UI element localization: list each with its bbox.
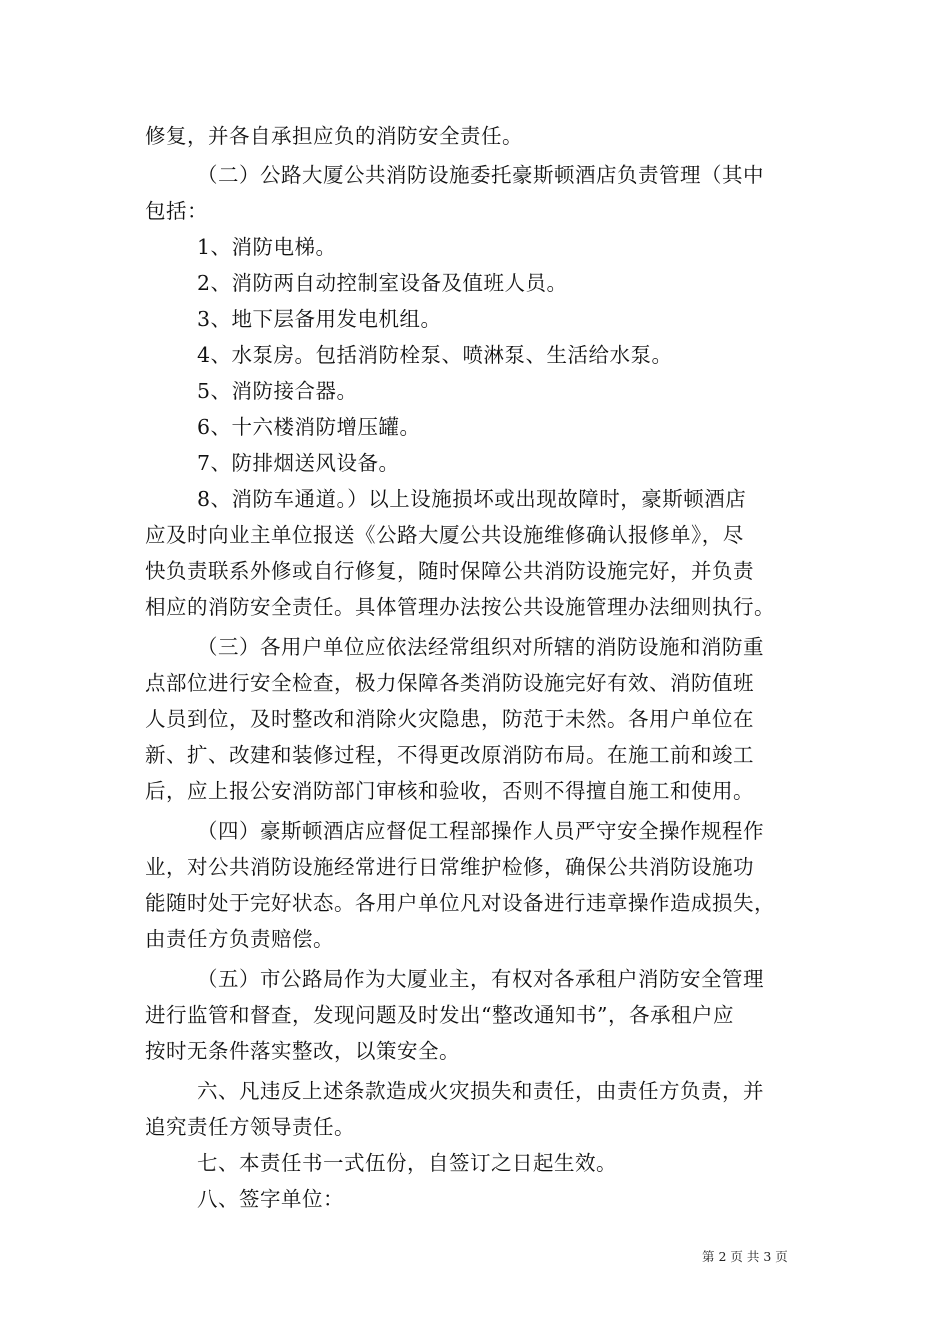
text-line: （五）市公路局作为大厦业主，有权对各承租户消防安全管理 xyxy=(197,967,764,991)
list-item: 2、消防两自动控制室设备及值班人员。 xyxy=(197,271,568,295)
text-line: 修复，并各自承担应负的消防安全责任。 xyxy=(145,124,523,148)
list-item: 6、十六楼消防增压罐。 xyxy=(197,415,421,439)
text-line: 八、签字单位： xyxy=(197,1187,344,1211)
text-line: 进行监管和督查，发现问题及时发出“整改通知书”，各承租户应 xyxy=(145,1003,734,1027)
text-line: 应及时向业主单位报送《公路大厦公共设施维修确认报修单》，尽 xyxy=(145,523,744,547)
list-item: 4、水泵房。包括消防栓泵、喷淋泵、生活给水泵。 xyxy=(197,343,673,367)
text-line: 人员到位，及时整改和消除火灾隐患，防范于未然。各用户单位在 xyxy=(145,707,754,731)
text-line: 能随时处于完好状态。各用户单位凡对设备进行违章操作造成损失， xyxy=(145,891,775,915)
list-item: 5、消防接合器。 xyxy=(197,379,358,403)
page-number: 第 2 页 共 3 页 xyxy=(702,1249,788,1264)
list-item: 3、地下层备用发电机组。 xyxy=(197,307,442,331)
text-line: 六、凡违反上述条款造成火灾损失和责任，由责任方负责，并 xyxy=(197,1079,764,1103)
text-line: 快负责联系外修或自行修复，随时保障公共消防设施完好，并负责 xyxy=(145,559,754,583)
text-line: 由责任方负责赔偿。 xyxy=(145,927,334,951)
text-line: 按时无条件落实整改，以策安全。 xyxy=(145,1039,460,1063)
text-line: 后，应上报公安消防部门审核和验收，否则不得擅自施工和使用。 xyxy=(145,779,754,803)
text-line: （四）豪斯顿酒店应督促工程部操作人员严守安全操作规程作 xyxy=(197,819,764,843)
text-line: 8、消防车通道。）以上设施损坏或出现故障时，豪斯顿酒店 xyxy=(197,487,747,511)
text-line: 新、扩、改建和装修过程，不得更改原消防布局。在施工前和竣工 xyxy=(145,743,754,767)
list-item: 1、消防电梯。 xyxy=(197,235,337,259)
text-line: 七、本责任书一式伍份，自签订之日起生效。 xyxy=(197,1151,617,1175)
text-line: 包括： xyxy=(145,199,208,223)
text-line: 业，对公共消防设施经常进行日常维护检修，确保公共消防设施功 xyxy=(145,855,754,879)
list-item: 7、防排烟送风设备。 xyxy=(197,451,400,475)
text-line: 点部位进行安全检查，极力保障各类消防设施完好有效、消防值班 xyxy=(145,671,754,695)
text-line: 追究责任方领导责任。 xyxy=(145,1115,355,1139)
text-line: （三）各用户单位应依法经常组织对所辖的消防设施和消防重 xyxy=(197,635,764,659)
text-line: （二）公路大厦公共消防设施委托豪斯顿酒店负责管理（其中 xyxy=(197,163,764,187)
text-line: 相应的消防安全责任。具体管理办法按公共设施管理办法细则执行。 xyxy=(145,595,775,619)
